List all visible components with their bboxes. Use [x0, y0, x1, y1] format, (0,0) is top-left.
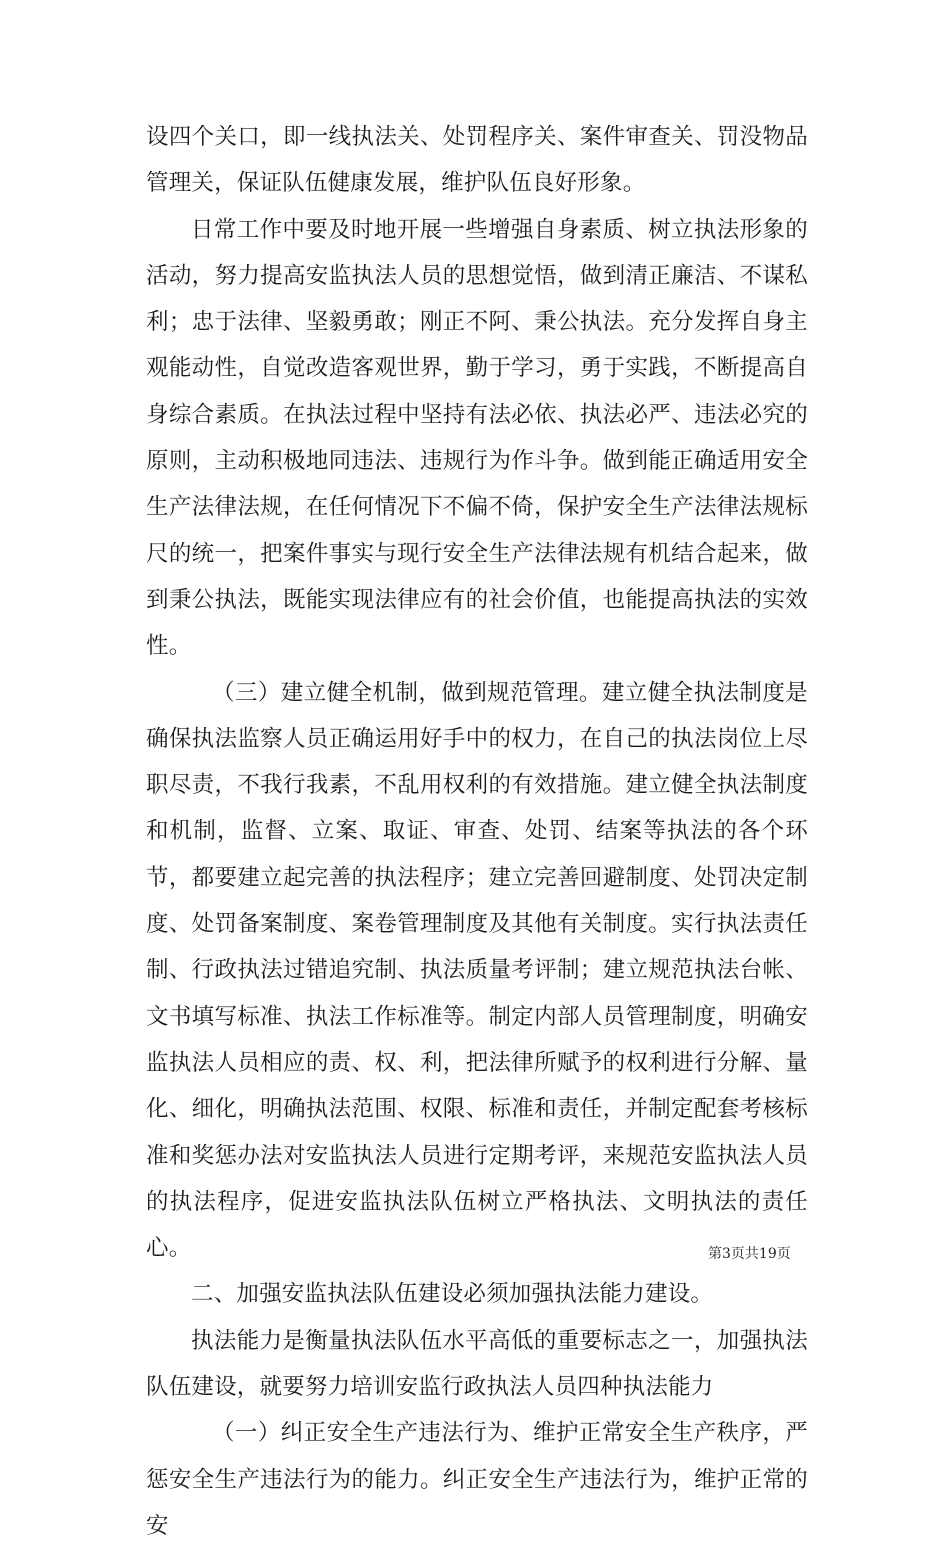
footer-current-page: 3	[722, 1246, 731, 1262]
paragraph-3: （三）建立健全机制，做到规范管理。建立健全执法制度是确保执法监察人员正确运用好手中的权力，在自己的执法岗位上尽职尽责，不我行我素，不乱用权利的有效措施。建立健全执法制度和机制，监督、立案、取证、审查、处罚、结案等执法的各个环节，都要建立起完善的执法程序；建立完善回避制度、处罚决定制度、处罚备案制度、案卷管理制度及其他有关制度。实行执法责任制、行政执法过错追究制、执法质量考评制；建立规范执法台帐、文书填写标准、执法工作标准等。制定内部人员管理制度，明确安监执法人员相应的责、权、利，把法律所赋予的权利进行分解、量化、细化，明确执法范围、权限、标准和责任，并制定配套考核标准和奖惩办法对安监执法人员进行定期考评，来规范安监执法人员的执法程序，促进安监执法队伍树立严格执法、文明执法的责任心。	[146, 679, 808, 1262]
paragraph-5: 执法能力是衡量执法队伍水平高低的重要标志之一，加强执法队伍建设，就要努力培训安监行政执法人员四种执法能力	[146, 1327, 808, 1401]
footer-middle: 页共	[730, 1246, 759, 1262]
footer-total-pages: 19	[758, 1246, 777, 1262]
document-body	[146, 114, 808, 1549]
paragraph-4-heading: 二、加强安监执法队伍建设必须加强执法能力建设。	[191, 1281, 714, 1308]
footer-suffix: 页	[776, 1246, 791, 1262]
page-number-footer	[708, 1244, 791, 1264]
footer-prefix: 第	[708, 1246, 722, 1262]
paragraph-2: 日常工作中要及时地开展一些增强自身素质、树立执法形象的活动，努力提高安监执法人员的思想觉悟，做到清正廉洁、不谋私利；忠于法律、坚毅勇敢；刚正不阿、秉公执法。充分发挥自身主观能动性，自觉改造客观世界，勤于学习，勇于实践，不断提高自身综合素质。在执法过程中坚持有法必依、执法必严、违法必究的原则，主动积极地同违法、违规行为作斗争。做到能正确适用安全生产法律法规，在任何情况下不偏不倚，保护安全生产法律法规标尺的统一，把案件事实与现行安全生产法律法规有机结合起来，做到秉公执法，既能实现法律应有的社会价值，也能提高执法的实效性。	[146, 216, 808, 660]
paragraph-6: （一）纠正安全生产违法行为、维护正常安全生产秩序，严惩安全生产违法行为的能力。纠正安全生产违法行为，维护正常的安	[146, 1420, 808, 1539]
paragraph-1: 设四个关口，即一线执法关、处罚程序关、案件审查关、罚没物品管理关，保证队伍健康发展，维护队伍良好形象。	[146, 124, 808, 197]
